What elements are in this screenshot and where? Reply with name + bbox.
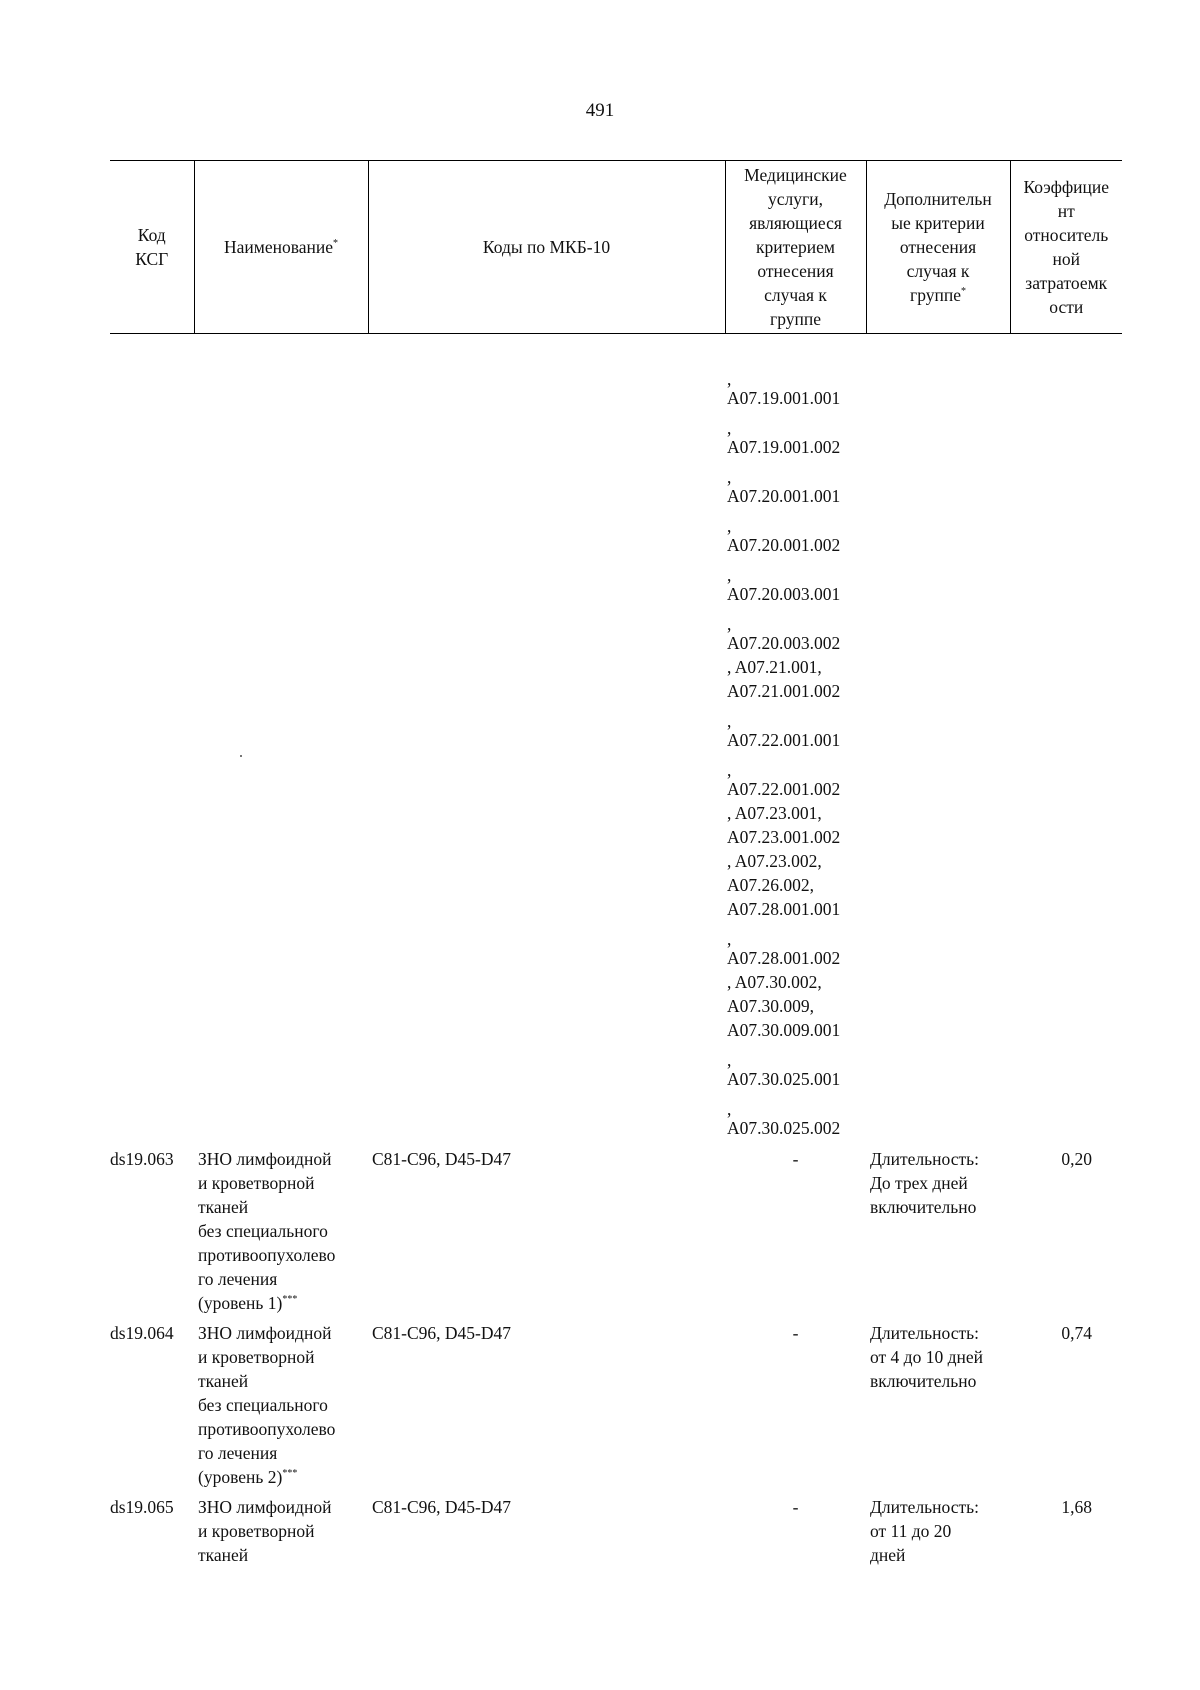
service-code: A07.22.001.002	[727, 779, 841, 799]
service-code: , A07.23.001,	[727, 803, 822, 823]
cost-coefficient: 1,68	[1061, 1497, 1092, 1517]
extra-criteria: Длительность: от 11 до 20 дней	[870, 1497, 979, 1565]
extra-criteria: Длительность: До трех дней включительно	[870, 1149, 979, 1217]
continued-services-row	[110, 362, 1122, 1141]
comma-separator: ,	[727, 711, 732, 731]
header-code: Код КСГ	[110, 161, 194, 334]
service-code: A07.20.001.001	[727, 486, 841, 506]
service-code: A07.21.001.002	[727, 681, 841, 701]
service-code: A07.20.003.002	[727, 633, 841, 653]
comma-separator: ,	[727, 516, 732, 536]
service-code-group	[727, 411, 862, 459]
service-code: , A07.21.001,	[727, 657, 822, 677]
medical-services: -	[792, 1497, 799, 1517]
service-code: A07.20.003.001	[727, 584, 841, 604]
service-code-group	[727, 607, 862, 703]
header-name: Наименование*	[194, 161, 368, 334]
comma-separator: ,	[727, 614, 732, 634]
comma-separator: ,	[727, 418, 732, 438]
header-services: Медицинские услуги, являющиеся критерием отнесения случая к группе	[725, 161, 866, 334]
table-row	[110, 1495, 1122, 1567]
scan-speck	[240, 755, 242, 757]
service-code: , A07.23.002,	[727, 851, 822, 871]
medical-services: -	[792, 1149, 799, 1169]
ksg-code: ds19.063	[110, 1149, 174, 1169]
table-header	[110, 161, 1122, 334]
service-code: , A07.30.002,	[727, 972, 822, 992]
service-code-group	[727, 558, 862, 606]
service-code: A07.30.025.001	[727, 1069, 841, 1089]
mkb-codes: C81-C96, D45-D47	[372, 1497, 512, 1517]
service-code: A07.26.002,	[727, 875, 815, 895]
continued-services-cell	[725, 362, 866, 1141]
cost-coefficient: 0,74	[1061, 1323, 1092, 1343]
header-extra: Дополнительн ые критерии отнесения случая к группе*	[866, 161, 1010, 334]
service-code: A07.23.001.002	[727, 827, 841, 847]
ksg-table	[110, 160, 1122, 1567]
service-code: A07.30.009,	[727, 996, 815, 1016]
comma-separator: ,	[727, 565, 732, 585]
service-code: A07.30.009.001	[727, 1020, 841, 1040]
service-code: A07.28.001.001	[727, 899, 841, 919]
ksg-code: ds19.065	[110, 1497, 174, 1517]
service-code: A07.22.001.001	[727, 730, 841, 750]
service-code-group	[727, 753, 862, 921]
ksg-name: ЗНО лимфоидной и кроветворной тканей без специального противоопухолево го лечения (уровень 1)***	[198, 1149, 336, 1313]
cost-coefficient: 0,20	[1061, 1149, 1092, 1169]
header-mkb: Коды по МКБ-10	[368, 161, 725, 334]
ksg-code: ds19.064	[110, 1323, 174, 1343]
extra-criteria: Длительность: от 4 до 10 дней включительно	[870, 1323, 983, 1391]
service-code-group	[727, 704, 862, 752]
comma-separator: ,	[727, 1050, 732, 1070]
service-code-group	[727, 460, 862, 508]
service-code: A07.19.001.001	[727, 388, 841, 408]
service-code-group	[727, 362, 862, 410]
medical-services: -	[792, 1323, 799, 1343]
comma-separator: ,	[727, 760, 732, 780]
service-code-group	[727, 1092, 862, 1140]
comma-separator: ,	[727, 929, 732, 949]
comma-separator: ,	[727, 1099, 732, 1119]
mkb-codes: C81-C96, D45-D47	[372, 1323, 512, 1343]
ksg-name: ЗНО лимфоидной и кроветворной тканей без специального противоопухолево го лечения (уровень 2)***	[198, 1323, 336, 1487]
service-code-group	[727, 1043, 862, 1091]
service-code: A07.19.001.002	[727, 437, 841, 457]
service-code: A07.20.001.002	[727, 535, 841, 555]
service-code: A07.30.025.002	[727, 1118, 841, 1138]
service-code-group	[727, 922, 862, 1042]
table-row	[110, 1321, 1122, 1489]
mkb-codes: C81-C96, D45-D47	[372, 1149, 512, 1169]
ksg-name: ЗНО лимфоидной и кроветворной тканей	[198, 1497, 332, 1565]
header-coef: Коэффицие нт относитель ной затратоемк ости	[1010, 161, 1122, 334]
page-number: 491	[585, 100, 615, 121]
service-code: A07.28.001.002	[727, 948, 841, 968]
comma-separator: ,	[727, 467, 732, 487]
table-row	[110, 1147, 1122, 1315]
comma-separator: ,	[727, 369, 732, 389]
service-code-group	[727, 509, 862, 557]
